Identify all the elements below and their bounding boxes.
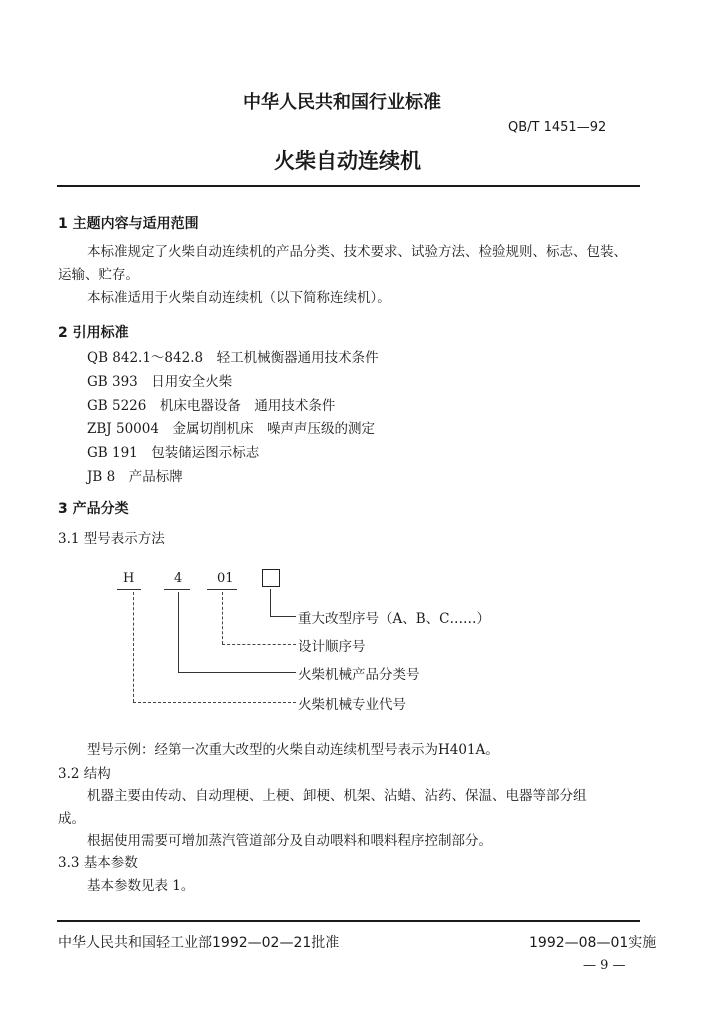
underline-01 [207, 589, 237, 590]
subsection-3-3-heading: 3.3 基本参数 [58, 855, 138, 871]
document-title: 火柴自动连续机 [274, 149, 421, 173]
section-3-heading: 3 产品分类 [58, 501, 129, 517]
leader-horizontal-2 [222, 644, 296, 645]
s32-paragraph-1-line-1: 机器主要由传动、自动理梗、上梗、卸梗、机架、沾蜡、沾药、保温、电器等部分组 [87, 788, 587, 804]
section-2-heading: 2 引用标准 [58, 325, 129, 341]
s1-paragraph-1-line-1: 本标准规定了火柴自动连续机的产品分类、技术要求、试验方法、检验规则、标志、包装、 [87, 244, 627, 260]
symbol-4: 4 [174, 571, 183, 586]
leader-horizontal-3 [178, 672, 296, 673]
reference-item: QB 842.1～842.8 轻工机械衡器通用技术条件 [87, 350, 379, 366]
leader-vertical-3 [178, 592, 179, 672]
reference-item: ZBJ 50004 金属切削机床 噪声声压级的测定 [87, 421, 375, 438]
page-number: — 9 — [583, 958, 626, 973]
reference-item: GB 5226 机床电器设备 通用技术条件 [87, 397, 336, 414]
label-major-revision: 重大改型序号（A、B、C……） [298, 611, 490, 627]
reference-item: GB 191 包装储运图示标志 [87, 445, 260, 462]
effective-date: 1992—08—01实施 [529, 935, 657, 951]
reference-item: JB 8 产品标牌 [87, 468, 183, 485]
reference-item: GB 393 日用安全火柴 [87, 373, 233, 390]
symbol-01: 01 [217, 571, 234, 586]
leader-horizontal-4 [133, 702, 296, 703]
label-product-category: 火柴机械产品分类号 [298, 667, 420, 683]
subsection-3-1-heading: 3.1 型号表示方法 [58, 531, 165, 547]
model-example: 型号示例：经第一次重大改型的火柴自动连续机型号表示为H401A。 [87, 742, 499, 758]
s1-paragraph-2: 本标准适用于火柴自动连续机（以下简称连续机）。 [87, 290, 391, 306]
leader-vertical-1 [270, 589, 271, 616]
s33-paragraph: 基本参数见表 1。 [87, 878, 195, 894]
leader-horizontal-1 [270, 616, 296, 617]
leader-vertical-4 [133, 592, 134, 702]
symbol-h: H [123, 571, 135, 586]
underline-4 [164, 589, 190, 590]
placeholder-box [262, 569, 280, 587]
approval-line: 中华人民共和国轻工业部1992—02—21批准 [58, 935, 340, 951]
issuing-body: 中华人民共和国行业标准 [243, 92, 441, 113]
s1-paragraph-1-line-2: 运输、贮存。 [58, 267, 139, 283]
underline-h [117, 589, 141, 590]
standard-code: QB/T 1451—92 [508, 120, 607, 135]
label-design-sequence: 设计顺序号 [298, 639, 366, 655]
s32-paragraph-2: 根据使用需要可增加蒸汽管道部分及自动喂料和喂料程序控制部分。 [87, 833, 492, 849]
subsection-3-2-heading: 3.2 结构 [58, 766, 111, 782]
footer-rule [57, 920, 640, 922]
section-1-heading: 1 主题内容与适用范围 [58, 216, 199, 232]
leader-vertical-2 [222, 592, 223, 644]
label-specialty-code: 火柴机械专业代号 [298, 697, 406, 713]
s32-paragraph-1-line-2: 成。 [58, 811, 85, 827]
